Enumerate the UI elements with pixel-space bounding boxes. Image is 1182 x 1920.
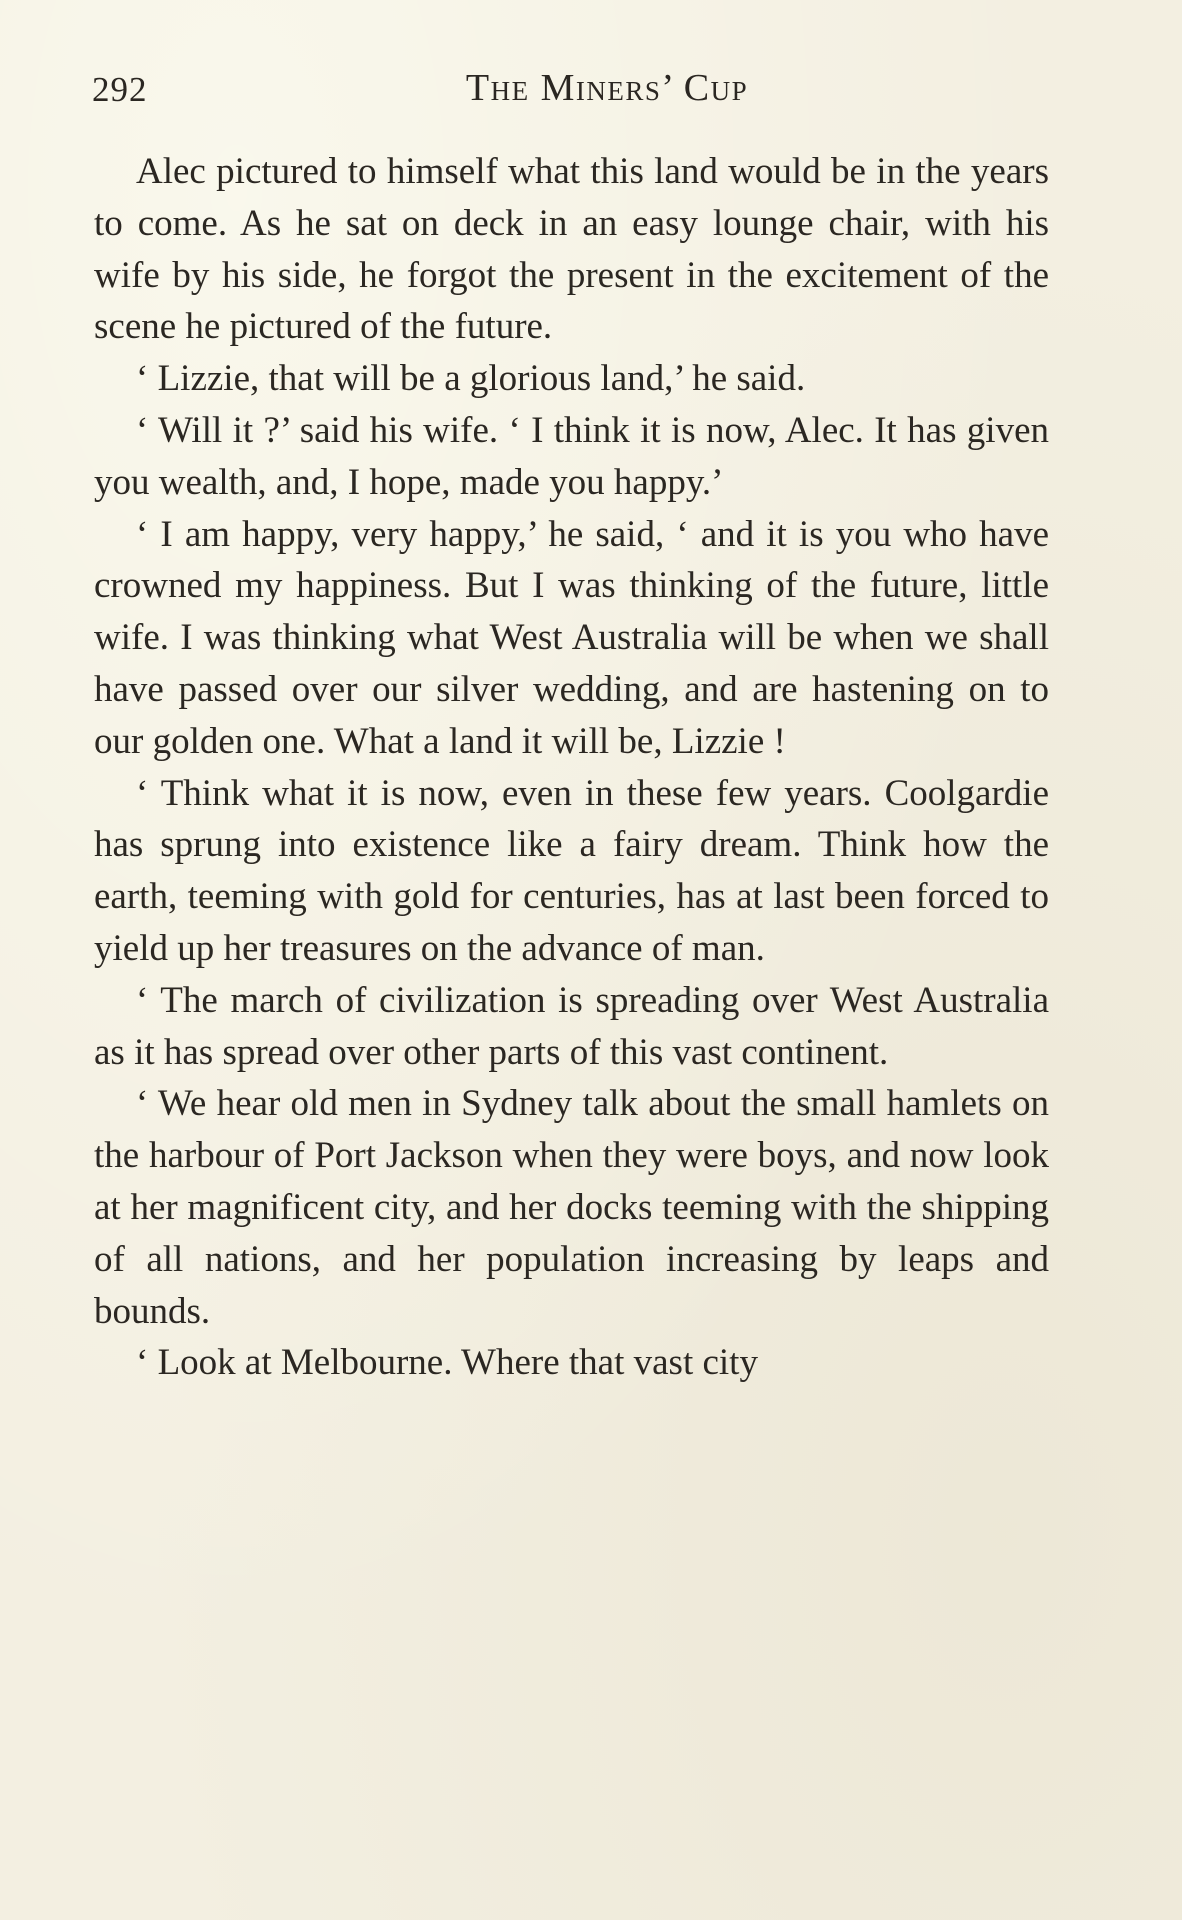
page-number: 292 bbox=[92, 70, 148, 109]
running-title: The Miners’ Cup bbox=[465, 67, 749, 109]
paragraph: ‘ The march of civilization is spreading over West Australia as it has spread over other parts of this vast continent. bbox=[94, 979, 1049, 1073]
paragraph: ‘ I am happy, very happy,’ he said, ‘ and it is you who have crowned my happiness. But I was thinking of the future, little wife. I was thinking what West Australia will be when we shall have passed over our silver wedding, and are hastening on to our golden one. What a land it will be, Lizzie ! bbox=[94, 513, 1049, 762]
paragraph: ‘ Lizzie, that will be a glorious land,’ he said. bbox=[136, 358, 806, 400]
running-head bbox=[92, 64, 1052, 114]
paragraph: ‘ Will it ?’ said his wife. ‘ I think it is now, Alec. It has given you wealth, and, I hope, made you happy.’ bbox=[94, 409, 1049, 503]
paragraph: ‘ Look at Melbourne. Where that vast city bbox=[136, 1342, 758, 1384]
paragraph: ‘ We hear old men in Sydney talk about the small hamlets on the harbour of Port Jackson when they were boys, and now look at her magnificent city, and her docks teeming with the shipping of all nations, and her population increasing by leaps and bounds. bbox=[94, 1083, 1049, 1332]
paragraph: Alec pictured to himself what this land would be in the years to come. As he sat on deck in an easy lounge chair, with his wife by his side, he forgot the present in the excitement of the scene he pictured of the future. bbox=[94, 151, 1049, 348]
paragraph: ‘ Think what it is now, even in these few years. Coolgardie has sprung into existence like a fairy dream. Think how the earth, teeming with gold for centuries, has at last been forced to yield up her treasures on the advance of man. bbox=[94, 772, 1049, 969]
body-text bbox=[94, 146, 1049, 1389]
